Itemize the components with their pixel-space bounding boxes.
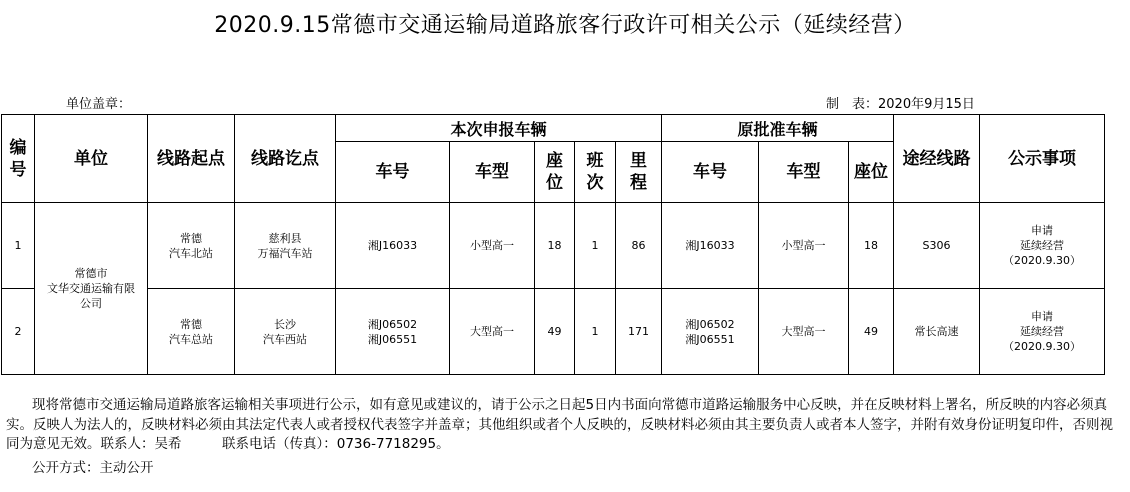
header-group-current: 本次申报车辆: [336, 115, 662, 142]
notice-item-line: （2020.9.30）: [1003, 254, 1081, 267]
prepared-label: 制 表：: [826, 97, 879, 112]
vehicle-type-cell: 大型高一: [450, 289, 535, 375]
notice-item-line: 申请: [1031, 310, 1053, 323]
notice-item-line: 延续经营: [1020, 325, 1064, 338]
mileage-cell: 86: [616, 203, 662, 289]
header-orig-seats: 座位: [849, 142, 894, 203]
orig-plate-cell: [662, 203, 759, 289]
mileage-cell: 171: [616, 289, 662, 375]
header-group-original: 原批准车辆: [662, 115, 894, 142]
header-mileage: [616, 142, 662, 203]
plate-cell: [336, 203, 450, 289]
header-trips-text: 班次: [586, 151, 604, 193]
header-no-text: 编号: [9, 137, 27, 180]
unit-name-cell: [35, 203, 148, 375]
plate-cell: [336, 289, 450, 375]
orig-plate-cell: [662, 289, 759, 375]
page-title: 2020.9.15常德市交通运输局道路旅客行政许可相关公示（延续经营）: [214, 13, 916, 38]
header-plate: 车号: [336, 142, 450, 203]
seats-cell: 18: [535, 203, 575, 289]
route-end-line: 慈利县: [268, 231, 302, 245]
header-seats-text: 座位: [546, 151, 563, 193]
header-trips: [575, 142, 616, 203]
plate-number: 湘J06502: [367, 317, 418, 331]
header-orig-type: 车型: [759, 142, 849, 203]
orig-plate-number: 湘J06551: [685, 332, 735, 346]
orig-seats-cell: 18: [849, 203, 894, 289]
route-end-cell: [235, 289, 336, 375]
disclosure-method: 公开方式：主动公开: [32, 460, 154, 476]
unit-name-line: 常德市: [74, 267, 108, 280]
orig-type-cell: 大型高一: [759, 289, 849, 375]
unit-name-line: 文华交通运输有限: [47, 282, 135, 295]
row-no: 2: [2, 289, 35, 375]
via-route-cell: S306: [894, 203, 980, 289]
route-end-line: 万福汽车站: [257, 246, 313, 260]
unit-name-line: 公司: [80, 297, 102, 310]
header-orig-plate: 车号: [662, 142, 759, 203]
table-row: [2, 203, 1105, 289]
trips-cell: 1: [575, 289, 616, 375]
via-route-cell: 常长高速: [894, 289, 980, 375]
plate-number: 湘J16033: [367, 239, 418, 252]
route-end-line: 汽车西站: [263, 332, 307, 346]
prepared-date: 2020年9月15日: [878, 97, 975, 112]
notice-item-line: 申请: [1031, 224, 1053, 237]
orig-plate-number: 湘J16033: [685, 239, 735, 252]
route-start-cell: [148, 289, 235, 375]
route-start-cell: [148, 203, 235, 289]
orig-type-cell: 小型高一: [759, 203, 849, 289]
header-notice-item: 公示事项: [980, 115, 1105, 203]
plate-number: 湘J06551: [367, 332, 418, 346]
header-via-route: 途经线路: [894, 115, 980, 203]
header-no: [2, 115, 35, 203]
header-seats: [535, 142, 575, 203]
route-start-line: 汽车总站: [169, 332, 213, 346]
header-route-end: 线路讫点: [235, 115, 336, 203]
header-vehicle-type: 车型: [450, 142, 535, 203]
prepared-info: [826, 93, 975, 112]
notice-item-cell: [980, 203, 1105, 289]
header-route-start: [148, 115, 235, 203]
notice-item-cell: [980, 289, 1105, 375]
notice-item-line: （2020.9.30）: [1003, 340, 1081, 353]
seats-cell: 49: [535, 289, 575, 375]
header-unit: 单位: [35, 115, 148, 203]
row-no: 1: [2, 203, 35, 289]
trips-cell: 1: [575, 203, 616, 289]
orig-plate-number: 湘J06502: [685, 317, 735, 331]
route-end-line: 长沙: [274, 317, 296, 331]
route-end-cell: [235, 203, 336, 289]
permit-table: [1, 114, 1105, 375]
unit-stamp-label: 单位盖章：: [66, 97, 132, 112]
vehicle-type-cell: 小型高一: [450, 203, 535, 289]
route-start-line: 常德: [180, 231, 202, 245]
notice-paragraph: 现将常德市交通运输局道路旅客运输相关事项进行公示，如有意见或建议的，请于公示之日起5日内书面向常德市道路运输服务中心反映，并在反映材料上署名，所反映的内容必须真实。反映人为法人的，反映材料必须由其法定代表人或者授权代表签字并盖章；其他组织或者个人反映的，反映材料必须由其主要负责人或者本人签字，并附有效身份证明复印件，否则视同为意见无效。联系人：吴希 联系电话（传真）：0736-7718295。: [6, 397, 1113, 452]
route-start-line: 汽车北站: [169, 246, 213, 260]
header-route-start-text: 线路起点: [157, 148, 225, 169]
table-row: [2, 289, 1105, 375]
notice-item-line: 延续经营: [1020, 239, 1064, 252]
orig-seats-cell: 49: [849, 289, 894, 375]
header-mileage-text: 里程: [630, 151, 647, 193]
route-start-line: 常德: [180, 317, 202, 331]
